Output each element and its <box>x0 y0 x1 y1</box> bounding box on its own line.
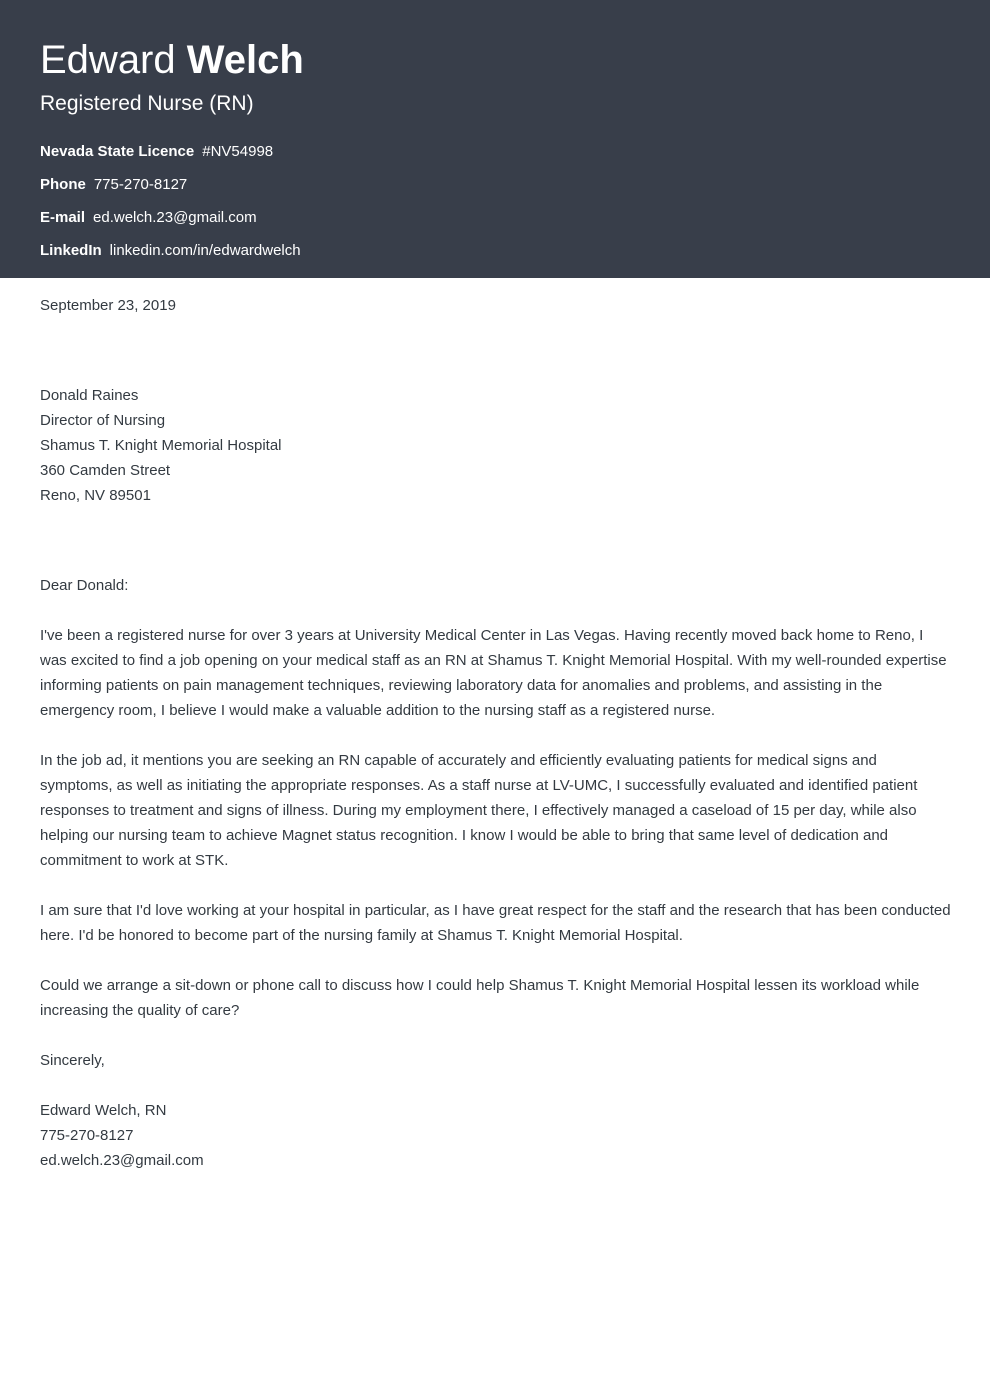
applicant-last-name: Welch <box>186 38 304 82</box>
applicant-first-name: Edward <box>40 38 176 82</box>
letter-paragraph-2: In the job ad, it mentions you are seeking an RN capable of accurately and efficiently evaluating patients for medical signs and symptoms, as well as initiating the appropriate responses. As a staff nurse at LV-UMC, I successfully evaluated and identified patient responses to treatment and signs of illness. During my employment there, I effectively managed a caseload of 15 per day, while also helping our nursing team to achieve Magnet status recognition. I know I would be able to bring that same level of dedication and commitment to work at STK. <box>40 752 918 869</box>
contact-linkedin <box>40 241 301 261</box>
licence-label: Nevada State Licence <box>40 143 195 160</box>
recipient-name: Donald Raines <box>40 387 139 404</box>
phone-value: 775-270-8127 <box>93 176 188 193</box>
recipient-block <box>40 383 952 508</box>
recipient-organization: Shamus T. Knight Memorial Hospital <box>40 437 282 454</box>
applicant-job-title: Registered Nurse (RN) <box>40 92 254 115</box>
recipient-title: Director of Nursing <box>40 412 166 429</box>
linkedin-label: LinkedIn <box>40 242 102 259</box>
applicant-name <box>40 36 304 84</box>
recipient-city: Reno, NV 89501 <box>40 487 151 504</box>
contact-phone <box>40 175 187 195</box>
licence-value: #NV54998 <box>202 143 274 160</box>
email-value[interactable]: ed.welch.23@gmail.com <box>93 209 257 226</box>
signature-name: Edward Welch, RN <box>40 1102 167 1119</box>
letter-paragraph-3: I am sure that I'd love working at your hospital in particular, as I have great respect for the staff and the research that has been conducted here. I'd be honored to become part of the nursing family at Shamus T. Knight Memorial Hospital. <box>40 902 951 944</box>
letter-date: September 23, 2019 <box>40 297 176 314</box>
letter-closing: Sincerely, <box>40 1052 105 1069</box>
linkedin-value[interactable]: linkedin.com/in/edwardwelch <box>109 242 301 259</box>
phone-label: Phone <box>40 176 86 193</box>
contact-email <box>40 208 257 228</box>
email-label: E-mail <box>40 209 86 226</box>
letter-paragraph-1: I've been a registered nurse for over 3 years at University Medical Center in Las Vegas. Having recently moved back home to Reno, I was excited to find a job opening on your medical staff as an RN at Shamus T. Knight Memorial Hospital. With my well-rounded expertise informing patients on pain management techniques, reviewing laboratory data for anomalies and problems, and assisting in the emergency room, I believe I would make a valuable addition to the nursing staff as a registered nurse. <box>40 627 947 719</box>
signature-block <box>40 1098 952 1173</box>
signature-email[interactable]: ed.welch.23@gmail.com <box>40 1152 204 1169</box>
letter-paragraph-4: Could we arrange a sit-down or phone call to discuss how I could help Shamus T. Knight Memorial Hospital lessen its workload while increasing the quality of care? <box>40 977 920 1019</box>
recipient-street: 360 Camden Street <box>40 462 171 479</box>
letter-salutation: Dear Donald: <box>40 577 129 594</box>
signature-phone: 775-270-8127 <box>40 1127 134 1144</box>
letter-header <box>0 0 990 278</box>
contact-licence <box>40 142 273 162</box>
